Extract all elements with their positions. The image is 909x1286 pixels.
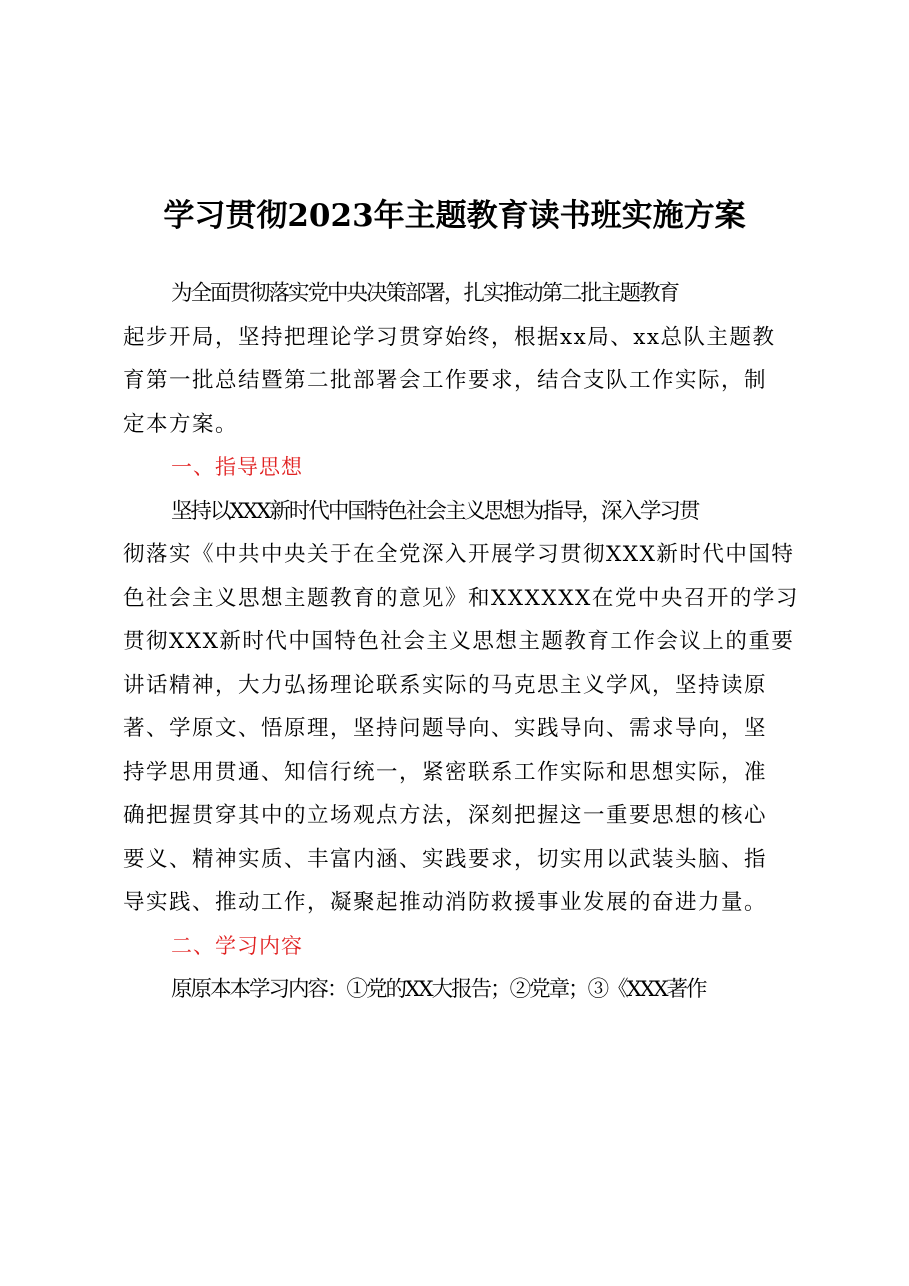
text-line: 持学思用贯通、知信行统一，紧密联系工作实际和思想实际，准	[123, 759, 768, 785]
text-line: 著、学原文、悟原理，坚持问题导向、实践导向、需求导向，坚	[123, 716, 768, 741]
text-line: 坚持以XXX新时代中国特色社会主义思想为指导，深入学习贯	[171, 498, 699, 524]
text-line: 为全面贯彻落实党中央决策部署，扎实推动第二批主题教育	[171, 281, 679, 306]
text-line: 确把握贯穿其中的立场观点方法，深刻把握这一重要思想的核心	[123, 803, 768, 828]
text-line: 色社会主义思想主题教育的意见》和XXXXXX在党中央召开的学习	[123, 585, 799, 611]
text-line: 要义、精神实质、丰富内涵、实践要求，切实用以武装头脑、指	[123, 846, 768, 872]
text-line: 彻落实《中共中央关于在全党深入开展学习贯彻XXX新时代中国特	[123, 542, 795, 567]
text-line: 育第一批总结暨第二批部署会工作要求，结合支队工作实际，制	[123, 368, 768, 393]
guiding-ideology-paragraph	[123, 490, 823, 925]
text-line: 起步开局，坚持把理论学习贯穿始终，根据xx局、xx总队主题教	[123, 324, 776, 350]
text-line: 贯彻XXX新时代中国特色社会主义思想主题教育工作会议上的重要	[123, 629, 795, 654]
study-content-paragraph	[123, 968, 823, 1012]
section-heading-guiding-ideology: 一、指导思想	[171, 455, 303, 479]
text-line: 导实践、推动工作，凝聚起推动消防救援事业发展的奋进力量。	[123, 890, 768, 915]
document-body	[123, 272, 823, 1012]
text-line: 讲话精神，大力弘扬理论联系实际的马克思主义学风，坚持读原	[123, 672, 768, 698]
section-heading-study-content: 二、学习内容	[171, 933, 303, 958]
intro-paragraph	[123, 272, 823, 446]
text-line: 原原本本学习内容：①党的XX大报告；②党章；③《XXX著作	[171, 977, 706, 1002]
document-title: 学习贯彻2023年主题教育读书班实施方案	[163, 198, 746, 234]
text-line: 定本方案。	[123, 411, 239, 437]
